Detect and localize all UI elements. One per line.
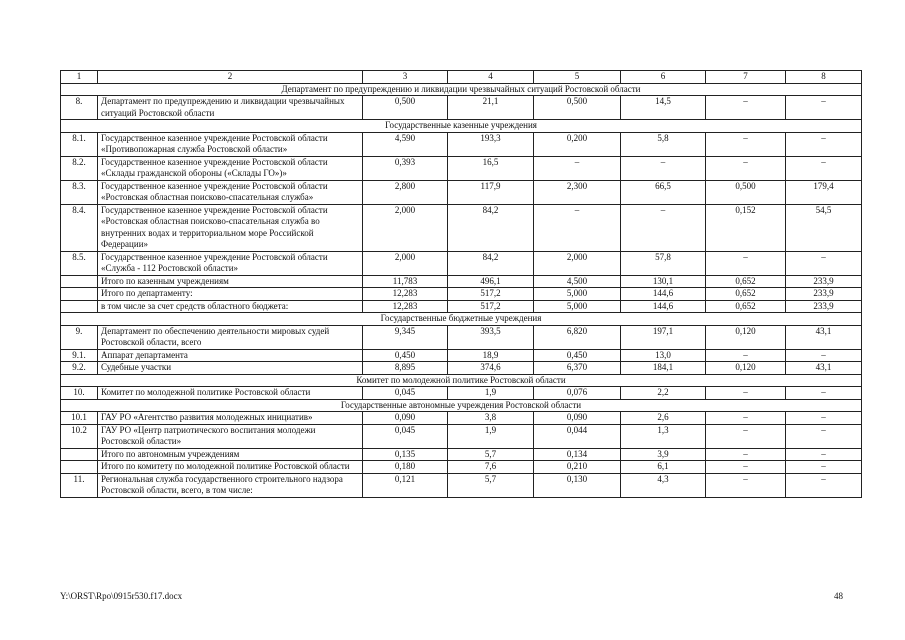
value-cell: 0,500	[706, 180, 786, 204]
table-row	[61, 461, 862, 474]
value-cell: 5,7	[448, 473, 534, 497]
value-cell: 5,8	[621, 132, 706, 156]
value-cell: 1,3	[621, 424, 706, 448]
organization-name: Итого по комитету по молодежной политике Ростовской области	[98, 461, 363, 474]
value-cell: –	[706, 448, 786, 461]
value-cell: 496,1	[448, 275, 534, 288]
value-cell: 0,044	[534, 424, 621, 448]
item-number: 10.2	[61, 424, 98, 448]
value-cell: 57,8	[621, 251, 706, 275]
section-heading: Государственные автономные учреждения Ростовской области	[61, 399, 862, 412]
value-cell: 0,450	[534, 349, 621, 362]
organization-name: в том числе за счет средств областного бюджета:	[98, 300, 363, 313]
value-cell: –	[786, 156, 862, 180]
item-number: 11.	[61, 473, 98, 497]
value-cell: –	[786, 424, 862, 448]
value-cell: 4,3	[621, 473, 706, 497]
value-cell: 2,000	[363, 204, 448, 251]
value-cell: –	[534, 204, 621, 251]
value-cell: –	[786, 349, 862, 362]
value-cell: 0,180	[363, 461, 448, 474]
value-cell: 0,652	[706, 300, 786, 313]
value-cell: 12,283	[363, 288, 448, 301]
value-cell: 4,500	[534, 275, 621, 288]
organization-name: Судебные участки	[98, 362, 363, 375]
value-cell: –	[786, 387, 862, 400]
organization-name: Государственное казенное учреждение Ростовской области «Служба - 112 Ростовской области»	[98, 251, 363, 275]
organization-name: Итого по департаменту:	[98, 288, 363, 301]
value-cell: –	[786, 461, 862, 474]
table-row	[61, 448, 862, 461]
item-number	[61, 288, 98, 301]
value-cell: 13,0	[621, 349, 706, 362]
value-cell: 2,2	[621, 387, 706, 400]
value-cell: 193,3	[448, 132, 534, 156]
value-cell: 84,2	[448, 204, 534, 251]
value-cell: 8,895	[363, 362, 448, 375]
value-cell: 5,000	[534, 288, 621, 301]
value-cell: 233,9	[786, 300, 862, 313]
value-cell: 0,045	[363, 387, 448, 400]
value-cell: –	[706, 412, 786, 425]
section-heading-row	[61, 399, 862, 412]
column-number: 7	[706, 71, 786, 84]
value-cell: 2,800	[363, 180, 448, 204]
organization-name: ГАУ РО «Центр патриотического воспитания молодежи Ростовской области»	[98, 424, 363, 448]
item-number	[61, 461, 98, 474]
organization-name: Департамент по обеспечению деятельности мировых судей Ростовской области, всего	[98, 325, 363, 349]
table-row	[61, 96, 862, 120]
value-cell: –	[786, 448, 862, 461]
organization-name: Комитет по молодежной политике Ростовской области	[98, 387, 363, 400]
organization-name: Аппарат департамента	[98, 349, 363, 362]
organization-name: Государственное казенное учреждение Ростовской области «Ростовская областная поисково-спасательная служба во внутренних водах и территориальном море Российской Федерации»	[98, 204, 363, 251]
item-number: 8.5.	[61, 251, 98, 275]
value-cell: 5,000	[534, 300, 621, 313]
item-number: 10.1	[61, 412, 98, 425]
value-cell: 18,9	[448, 349, 534, 362]
organization-name: Итого по казенным учреждениям	[98, 275, 363, 288]
table-row	[61, 288, 862, 301]
value-cell: 0,652	[706, 288, 786, 301]
item-number: 10.	[61, 387, 98, 400]
table-row	[61, 387, 862, 400]
organization-name: Итого по автономным учреждениям	[98, 448, 363, 461]
table-row	[61, 251, 862, 275]
value-cell: 54,5	[786, 204, 862, 251]
value-cell: 144,6	[621, 300, 706, 313]
value-cell: –	[621, 156, 706, 180]
item-number: 9.2.	[61, 362, 98, 375]
column-number: 2	[98, 71, 363, 84]
item-number: 9.1.	[61, 349, 98, 362]
column-number: 6	[621, 71, 706, 84]
value-cell: 43,1	[786, 325, 862, 349]
organization-name: Государственное казенное учреждение Ростовской области «Склады гражданской обороны («Склады ГО»)»	[98, 156, 363, 180]
footer-file-path: Y:\ORST\Rpo\0915r530.f17.docx	[60, 591, 183, 601]
value-cell: 0,120	[706, 362, 786, 375]
value-cell: 66,5	[621, 180, 706, 204]
table-row	[61, 156, 862, 180]
section-heading-row	[61, 120, 862, 133]
value-cell: –	[706, 251, 786, 275]
value-cell: 7,6	[448, 461, 534, 474]
item-number: 9.	[61, 325, 98, 349]
table-row	[61, 424, 862, 448]
value-cell: 14,5	[621, 96, 706, 120]
value-cell: 179,4	[786, 180, 862, 204]
value-cell: –	[786, 251, 862, 275]
value-cell: 11,783	[363, 275, 448, 288]
section-heading: Департамент по предупреждению и ликвидации чрезвычайных ситуаций Ростовской области	[61, 83, 862, 96]
item-number	[61, 300, 98, 313]
value-cell: 84,2	[448, 251, 534, 275]
value-cell: 0,121	[363, 473, 448, 497]
value-cell: 0,210	[534, 461, 621, 474]
value-cell: 2,300	[534, 180, 621, 204]
value-cell: –	[706, 424, 786, 448]
value-cell: –	[706, 156, 786, 180]
section-heading-row	[61, 374, 862, 387]
value-cell: 6,820	[534, 325, 621, 349]
organization-name: ГАУ РО «Агентство развития молодежных инициатив»	[98, 412, 363, 425]
column-number: 1	[61, 71, 98, 84]
table-row	[61, 473, 862, 497]
table-row	[61, 275, 862, 288]
value-cell: 43,1	[786, 362, 862, 375]
value-cell: 0,200	[534, 132, 621, 156]
value-cell: 3,9	[621, 448, 706, 461]
table-row	[61, 412, 862, 425]
item-number	[61, 448, 98, 461]
item-number: 8.4.	[61, 204, 98, 251]
footer-page-number: 48	[834, 591, 843, 601]
column-number: 3	[363, 71, 448, 84]
value-cell: 233,9	[786, 288, 862, 301]
value-cell: 0,130	[534, 473, 621, 497]
column-number-row	[61, 71, 862, 84]
table-row	[61, 204, 862, 251]
value-cell: –	[621, 204, 706, 251]
value-cell: 374,6	[448, 362, 534, 375]
item-number	[61, 275, 98, 288]
table-row	[61, 349, 862, 362]
value-cell: 0,076	[534, 387, 621, 400]
value-cell: –	[786, 412, 862, 425]
section-heading-row	[61, 313, 862, 326]
column-number: 8	[786, 71, 862, 84]
table-row	[61, 132, 862, 156]
table-row	[61, 362, 862, 375]
section-heading: Государственные бюджетные учреждения	[61, 313, 862, 326]
value-cell: 517,2	[448, 300, 534, 313]
value-cell: 0,152	[706, 204, 786, 251]
value-cell: 2,000	[363, 251, 448, 275]
value-cell: 393,5	[448, 325, 534, 349]
value-cell: –	[706, 387, 786, 400]
value-cell: 16,5	[448, 156, 534, 180]
value-cell: 130,1	[621, 275, 706, 288]
value-cell: 0,090	[363, 412, 448, 425]
value-cell: 0,393	[363, 156, 448, 180]
value-cell: –	[786, 96, 862, 120]
value-cell: 12,283	[363, 300, 448, 313]
section-heading: Комитет по молодежной политике Ростовской области	[61, 374, 862, 387]
value-cell: 0,120	[706, 325, 786, 349]
item-number: 8.	[61, 96, 98, 120]
value-cell: 117,9	[448, 180, 534, 204]
value-cell: 1,9	[448, 387, 534, 400]
column-number: 4	[448, 71, 534, 84]
value-cell: 2,6	[621, 412, 706, 425]
value-cell: 0,450	[363, 349, 448, 362]
value-cell: –	[534, 156, 621, 180]
value-cell: 144,6	[621, 288, 706, 301]
budget-table	[60, 70, 862, 498]
table-row	[61, 180, 862, 204]
value-cell: 6,1	[621, 461, 706, 474]
item-number: 8.1.	[61, 132, 98, 156]
value-cell: –	[706, 461, 786, 474]
value-cell: 4,590	[363, 132, 448, 156]
value-cell: 2,000	[534, 251, 621, 275]
organization-name: Департамент по предупреждению и ликвидации чрезвычайных ситуаций Ростовской области	[98, 96, 363, 120]
value-cell: –	[706, 96, 786, 120]
value-cell: 3,8	[448, 412, 534, 425]
value-cell: –	[706, 473, 786, 497]
value-cell: 9,345	[363, 325, 448, 349]
value-cell: 197,1	[621, 325, 706, 349]
value-cell: 0,134	[534, 448, 621, 461]
value-cell: 0,090	[534, 412, 621, 425]
value-cell: 5,7	[448, 448, 534, 461]
value-cell: 0,500	[534, 96, 621, 120]
value-cell: 21,1	[448, 96, 534, 120]
organization-name: Государственное казенное учреждение Ростовской области «Ростовская областная поисково-спасательная служба»	[98, 180, 363, 204]
value-cell: –	[706, 349, 786, 362]
value-cell: –	[786, 132, 862, 156]
table-row	[61, 300, 862, 313]
item-number: 8.2.	[61, 156, 98, 180]
value-cell: 0,135	[363, 448, 448, 461]
value-cell: 0,500	[363, 96, 448, 120]
value-cell: –	[786, 473, 862, 497]
organization-name: Региональная служба государственного строительного надзора Ростовской области, всего, в том числе:	[98, 473, 363, 497]
value-cell: 0,652	[706, 275, 786, 288]
value-cell: 233,9	[786, 275, 862, 288]
column-number: 5	[534, 71, 621, 84]
organization-name: Государственное казенное учреждение Ростовской области «Противопожарная служба Ростовской области»	[98, 132, 363, 156]
section-heading: Государственные казенные учреждения	[61, 120, 862, 133]
section-heading-row	[61, 83, 862, 96]
table-row	[61, 325, 862, 349]
value-cell: 0,045	[363, 424, 448, 448]
value-cell: 1,9	[448, 424, 534, 448]
value-cell: 517,2	[448, 288, 534, 301]
value-cell: –	[706, 132, 786, 156]
value-cell: 6,370	[534, 362, 621, 375]
value-cell: 184,1	[621, 362, 706, 375]
item-number: 8.3.	[61, 180, 98, 204]
